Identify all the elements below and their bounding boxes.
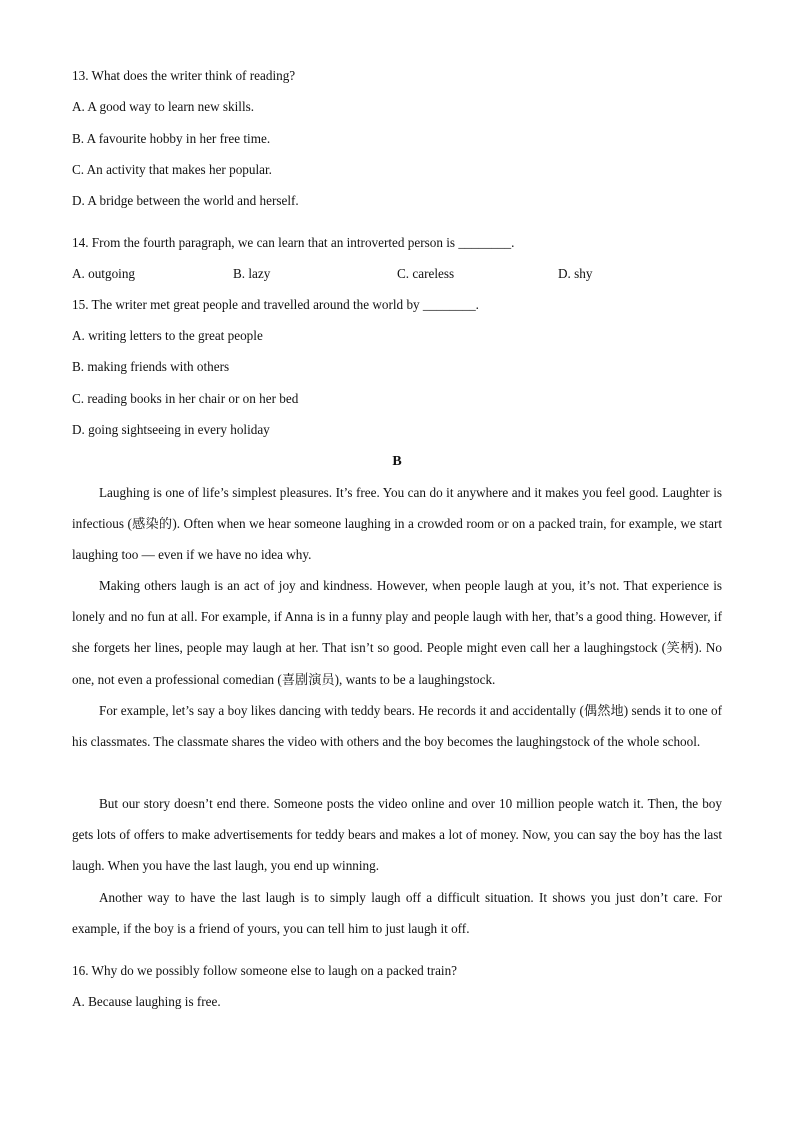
- section-heading: B: [392, 454, 402, 469]
- q15-option-c: C. reading books in her chair or on her bed: [72, 391, 299, 406]
- passage-paragraph-3: For example, let’s say a boy likes dancing with teddy bears. He records it and accidentally (偶然地) sends it to one of his classmates. The classmate shares the video with others and the boy becomes the laughingstock of the whole school.: [72, 703, 722, 750]
- q14-option-c: C. careless: [397, 266, 455, 281]
- q15-option-d: D. going sightseeing in every holiday: [72, 422, 270, 437]
- q13-option-a: A. A good way to learn new skills.: [72, 99, 255, 114]
- q13-option-d: D. A bridge between the world and herself.: [72, 193, 299, 208]
- q15-option-a: A. writing letters to the great people: [72, 328, 263, 343]
- question-15: 15. The writer met great people and travelled around the world by ________.: [72, 297, 479, 312]
- q15-option-b: B. making friends with others: [72, 359, 230, 374]
- question-16: 16. Why do we possibly follow someone else to laugh on a packed train?: [72, 963, 458, 978]
- q16-option-a: A. Because laughing is free.: [72, 994, 221, 1009]
- q13-option-b: B. A favourite hobby in her free time.: [72, 131, 271, 146]
- passage-paragraph-5: Another way to have the last laugh is to simply laugh off a difficult situation. It shows you just don’t care. For example, if the boy is a friend of yours, you can tell him to just laugh it off.: [72, 890, 722, 937]
- q14-option-b: B. lazy: [233, 266, 271, 281]
- passage-paragraph-1: Laughing is one of life’s simplest pleasures. It’s free. You can do it anywhere and it makes you feel good. Laughter is infectious (感染的). Often when we hear someone laughing in a crowded room or on a packed train, for example, we start laughing too — even if we have no idea why.: [72, 485, 722, 563]
- question-14: 14. From the fourth paragraph, we can learn that an introverted person is ________.: [72, 235, 515, 250]
- passage-paragraph-2: Making others laugh is an act of joy and kindness. However, when people laugh at you, it’s not. That experience is lonely and no fun at all. For example, if Anna is in a funny play and people laugh with her, that’s a good thing. However, if she forgets her lines, people may laugh at her. That isn’t so good. People might even call her a laughingstock (笑柄). No one, not even a professional comedian (喜剧演员), wants to be a laughingstock.: [72, 578, 722, 687]
- question-13: 13. What does the writer think of reading?: [72, 68, 296, 83]
- q13-option-c: C. An activity that makes her popular.: [72, 162, 272, 177]
- q14-option-a: A. outgoing: [72, 266, 136, 281]
- passage-paragraph-4: But our story doesn’t end there. Someone posts the video online and over 10 million people watch it. Then, the boy gets lots of offers to make advertisements for teddy bears and makes a lot of money. Now, you can say the boy has the last laugh. When you have the last laugh, you end up winning.: [72, 796, 722, 874]
- q14-option-d: D. shy: [558, 266, 593, 281]
